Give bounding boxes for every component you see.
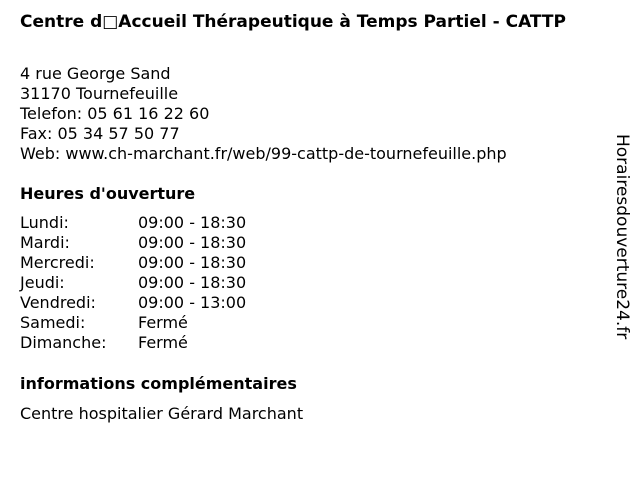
additional-info-text: Centre hospitalier Gérard Marchant (20, 404, 304, 423)
hours-row-sunday (20, 333, 246, 353)
hours-value: 09:00 - 18:30 (138, 253, 247, 272)
hours-row-thursday (20, 273, 246, 293)
additional-info-heading: informations complémentaires (20, 374, 297, 393)
street-address: 4 rue George Sand (20, 64, 171, 83)
hours-value: Fermé (138, 333, 188, 352)
day-label: Mercredi: (20, 253, 95, 272)
hours-row-monday (20, 213, 246, 233)
day-label: Jeudi: (20, 273, 65, 292)
hours-row-friday (20, 293, 246, 313)
opening-hours-heading: Heures d'ouverture (20, 184, 196, 203)
phone-number: Telefon: 05 61 16 22 60 (20, 104, 210, 123)
hours-row-wednesday (20, 253, 246, 273)
day-label: Mardi: (20, 233, 70, 252)
page-title: Centre d□Accueil Thérapeutique à Temps Partiel - CATTP (20, 12, 566, 32)
site-watermark: Horairesdouverture24.fr (612, 134, 632, 340)
day-label: Samedi: (20, 313, 86, 332)
hours-row-tuesday (20, 233, 246, 253)
hours-value: Fermé (138, 313, 188, 332)
hours-row-saturday (20, 313, 246, 333)
hours-value: 09:00 - 13:00 (138, 293, 247, 312)
fax-number: Fax: 05 34 57 50 77 (20, 124, 180, 143)
address-block (20, 64, 507, 164)
city-address: 31170 Tournefeuille (20, 84, 179, 103)
hours-value: 09:00 - 18:30 (138, 273, 247, 292)
day-label: Dimanche: (20, 333, 107, 352)
day-label: Lundi: (20, 213, 69, 232)
day-label: Vendredi: (20, 293, 96, 312)
hours-value: 09:00 - 18:30 (138, 213, 247, 232)
hours-value: 09:00 - 18:30 (138, 233, 247, 252)
opening-hours-table (20, 213, 246, 353)
website-text: Web: www.ch-marchant.fr/web/99-cattp-de-tournefeuille.php (20, 144, 507, 163)
